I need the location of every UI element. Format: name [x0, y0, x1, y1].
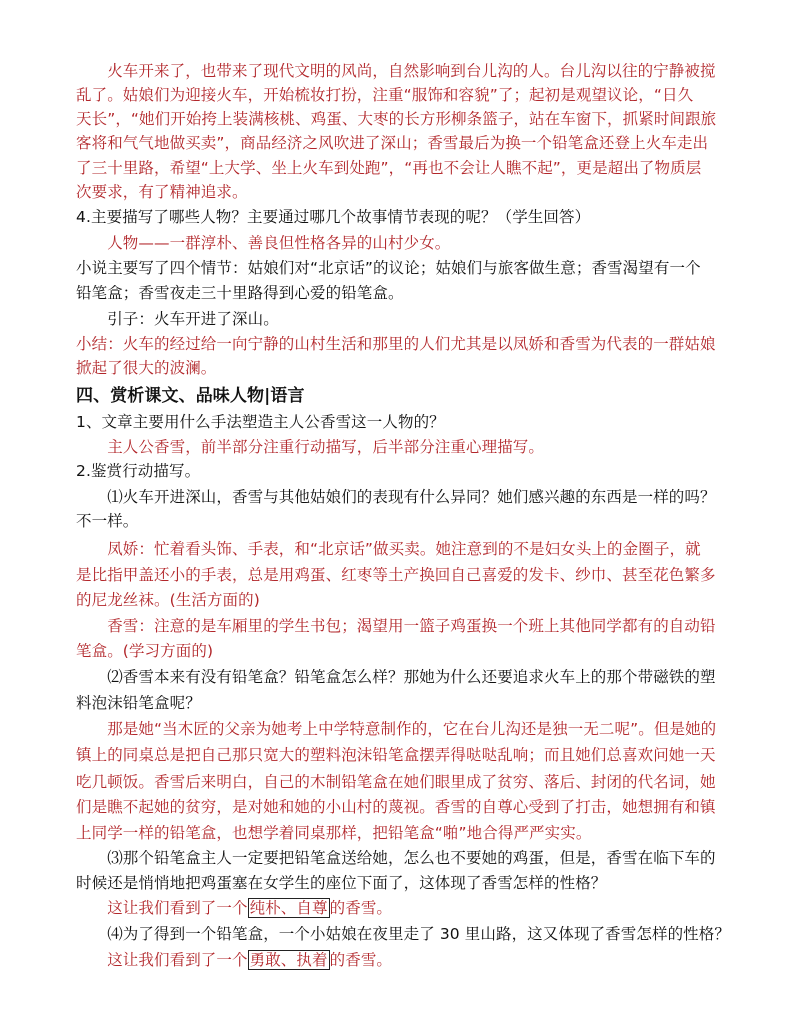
line-text: 时候还是悄悄地把鸡蛋塞在女学生的座位下面了，这体现了香雪怎样的性格？: [76, 874, 607, 892]
line-text: 乱了。姑娘们为迎接火车，开始梳妆打扮，注重“服饰和容貌”了；起初是观望议论，“日久: [76, 86, 694, 104]
line-text: 引子：火车开进了深山。: [76, 310, 279, 328]
line-text: 这让我们看到了一个: [76, 951, 248, 969]
boxed-answer: 纯朴、自尊: [249, 899, 328, 917]
text-line: [76, 690, 201, 716]
line-text: 火车开来了，也带来了现代文明的风尚，自然影响到台儿沟的人。台儿沟以往的宁静被搅: [76, 62, 716, 80]
text-line: [76, 716, 716, 742]
text-line: [76, 355, 216, 381]
line-text: 笔盒。(学习方面的): [76, 642, 214, 660]
line-text: ⑴火车开进深山，香雪与其他姑娘们的表现有什么异同？她们感兴趣的东西是一样的吗？: [76, 488, 716, 506]
line-text: ⑷为了得到一个铅笔盒，一个小姑娘在夜里走了 30 里山路，这又体现了香雪怎样的性格？: [76, 925, 730, 943]
line-text: 是比指甲盖还小的手表，总是用鸡蛋、红枣等土产换回自己喜爱的发卡、纱巾、甚至花色繁多: [76, 566, 716, 584]
line-text: 掀起了很大的波澜。: [76, 359, 217, 377]
line-text: 四、赏析课文、品味人物|语言: [76, 386, 305, 406]
text-line: [76, 638, 213, 664]
text-line: [76, 255, 701, 281]
line-text: 料泡沫铅笔盒呢？: [76, 694, 201, 712]
text-line: [76, 204, 590, 230]
line-text: 上同学一样的铅笔盒，也想学着同桌那样，把铅笔盒“啪”地合得严严实实。: [76, 824, 592, 842]
text-line: [76, 230, 450, 256]
line-text: 吃几顿饭。香雪后来明白，自己的木制铅笔盒在她们眼里成了贫穷、落后、封闭的代名词，她: [76, 773, 716, 791]
boxed-answer: 勇敢、执着: [249, 951, 328, 969]
line-text: 的香雪。: [329, 951, 393, 969]
text-line: [76, 895, 392, 921]
line-text: 小结：火车的经过给一向宁静的山村生活和那里的人们尤其是以凤娇和香雪为代表的一群姑娘: [76, 335, 716, 353]
text-line: [76, 870, 606, 896]
text-line: [76, 331, 716, 357]
line-text: 主人公香雪，前半部分注重行动描写，后半部分注重心理描写。: [76, 438, 545, 456]
text-line: [76, 536, 701, 562]
text-line: [76, 409, 445, 435]
text-line: [76, 921, 730, 947]
line-text: 客将和气气地做买卖”，商品经济之风吹进了深山；香雪最后为换一个铅笔盒还登上火车走出: [76, 134, 709, 152]
text-line: [76, 155, 701, 181]
line-text: 4.主要描写了哪些人物？主要通过哪几个故事情节表现的呢？（学生回答）: [76, 208, 591, 226]
text-line: [76, 845, 716, 871]
text-line: [76, 130, 708, 156]
line-text: 们是瞧不起她的贫穷，是对她和她的小山村的蔑视。香雪的自尊心受到了打击，她想拥有和镇: [76, 798, 716, 816]
text-line: [76, 613, 716, 639]
text-line: [76, 179, 248, 205]
line-text: 人物——一群淳朴、善良但性格各异的山村少女。: [76, 234, 451, 252]
text-line: [76, 742, 716, 768]
text-line: [76, 562, 716, 588]
line-text: 镇上的同桌总是把自己那只宽大的塑料泡沫铅笔盒摆弄得哒哒乱响；而且她们总喜欢问她一天: [76, 746, 716, 764]
line-text: 1、文章主要用什么手法塑造主人公香雪这一人物的？: [76, 413, 445, 431]
line-text: 铅笔盒；香雪夜走三十里路得到心爱的铅笔盒。: [76, 284, 404, 302]
text-line: [76, 280, 404, 306]
text-line: [76, 587, 260, 613]
line-text: 次要求，有了精神追求。: [76, 183, 248, 201]
line-text: 不一样。: [76, 512, 139, 530]
line-text: 小说主要写了四个情节：姑娘们对“北京话”的议论；姑娘们与旅客做生意；香雪渴望有一个: [76, 259, 701, 277]
line-text: 这让我们看到了一个: [76, 899, 248, 917]
text-line: [76, 508, 138, 534]
section-heading: [76, 383, 305, 409]
line-text: 天长”，“她们开始挎上装满核桃、鸡蛋、大枣的长方形柳条篮子，站在车窗下，抓紧时间跟旅: [76, 110, 717, 128]
text-line: [76, 106, 716, 132]
text-line: [76, 434, 544, 460]
line-text: 2.鉴赏行动描写。: [76, 462, 201, 480]
text-line: [76, 484, 716, 510]
line-text: ⑶那个铅笔盒主人一定要把铅笔盒送给她，怎么也不要她的鸡蛋，但是，香雪在临下车的: [76, 849, 716, 867]
text-line: [76, 947, 392, 973]
line-text: 那是她“当木匠的父亲为她考上中学特意制作的，它在台儿沟还是独一无二呢”。但是她的: [76, 720, 717, 738]
line-text: 凤娇：忙着看头饰、手表，和“北京话”做买卖。她注意到的不是妇女头上的金圈子，就: [76, 540, 701, 558]
text-line: [76, 664, 716, 690]
line-text: ⑵香雪本来有没有铅笔盒？铅笔盒怎么样？那她为什么还要追求火车上的那个带磁铁的塑: [76, 668, 716, 686]
text-line: [76, 769, 716, 795]
line-text: 香雪：注意的是车厢里的学生书包；渴望用一篮子鸡蛋换一个班上其他同学都有的自动铅: [76, 617, 716, 635]
text-line: [76, 458, 200, 484]
line-text: 的香雪。: [329, 899, 393, 917]
line-text: 的尼龙丝袜。(生活方面的): [76, 591, 260, 609]
text-line: [76, 794, 716, 820]
text-line: [76, 306, 279, 332]
text-line: [76, 58, 716, 84]
text-line: [76, 82, 693, 108]
text-line: [76, 820, 591, 846]
line-text: 了三十里路，希望“上大学、坐上火车到处跑”，“再也不会让人瞧不起”，更是超出了物质层: [76, 159, 702, 177]
